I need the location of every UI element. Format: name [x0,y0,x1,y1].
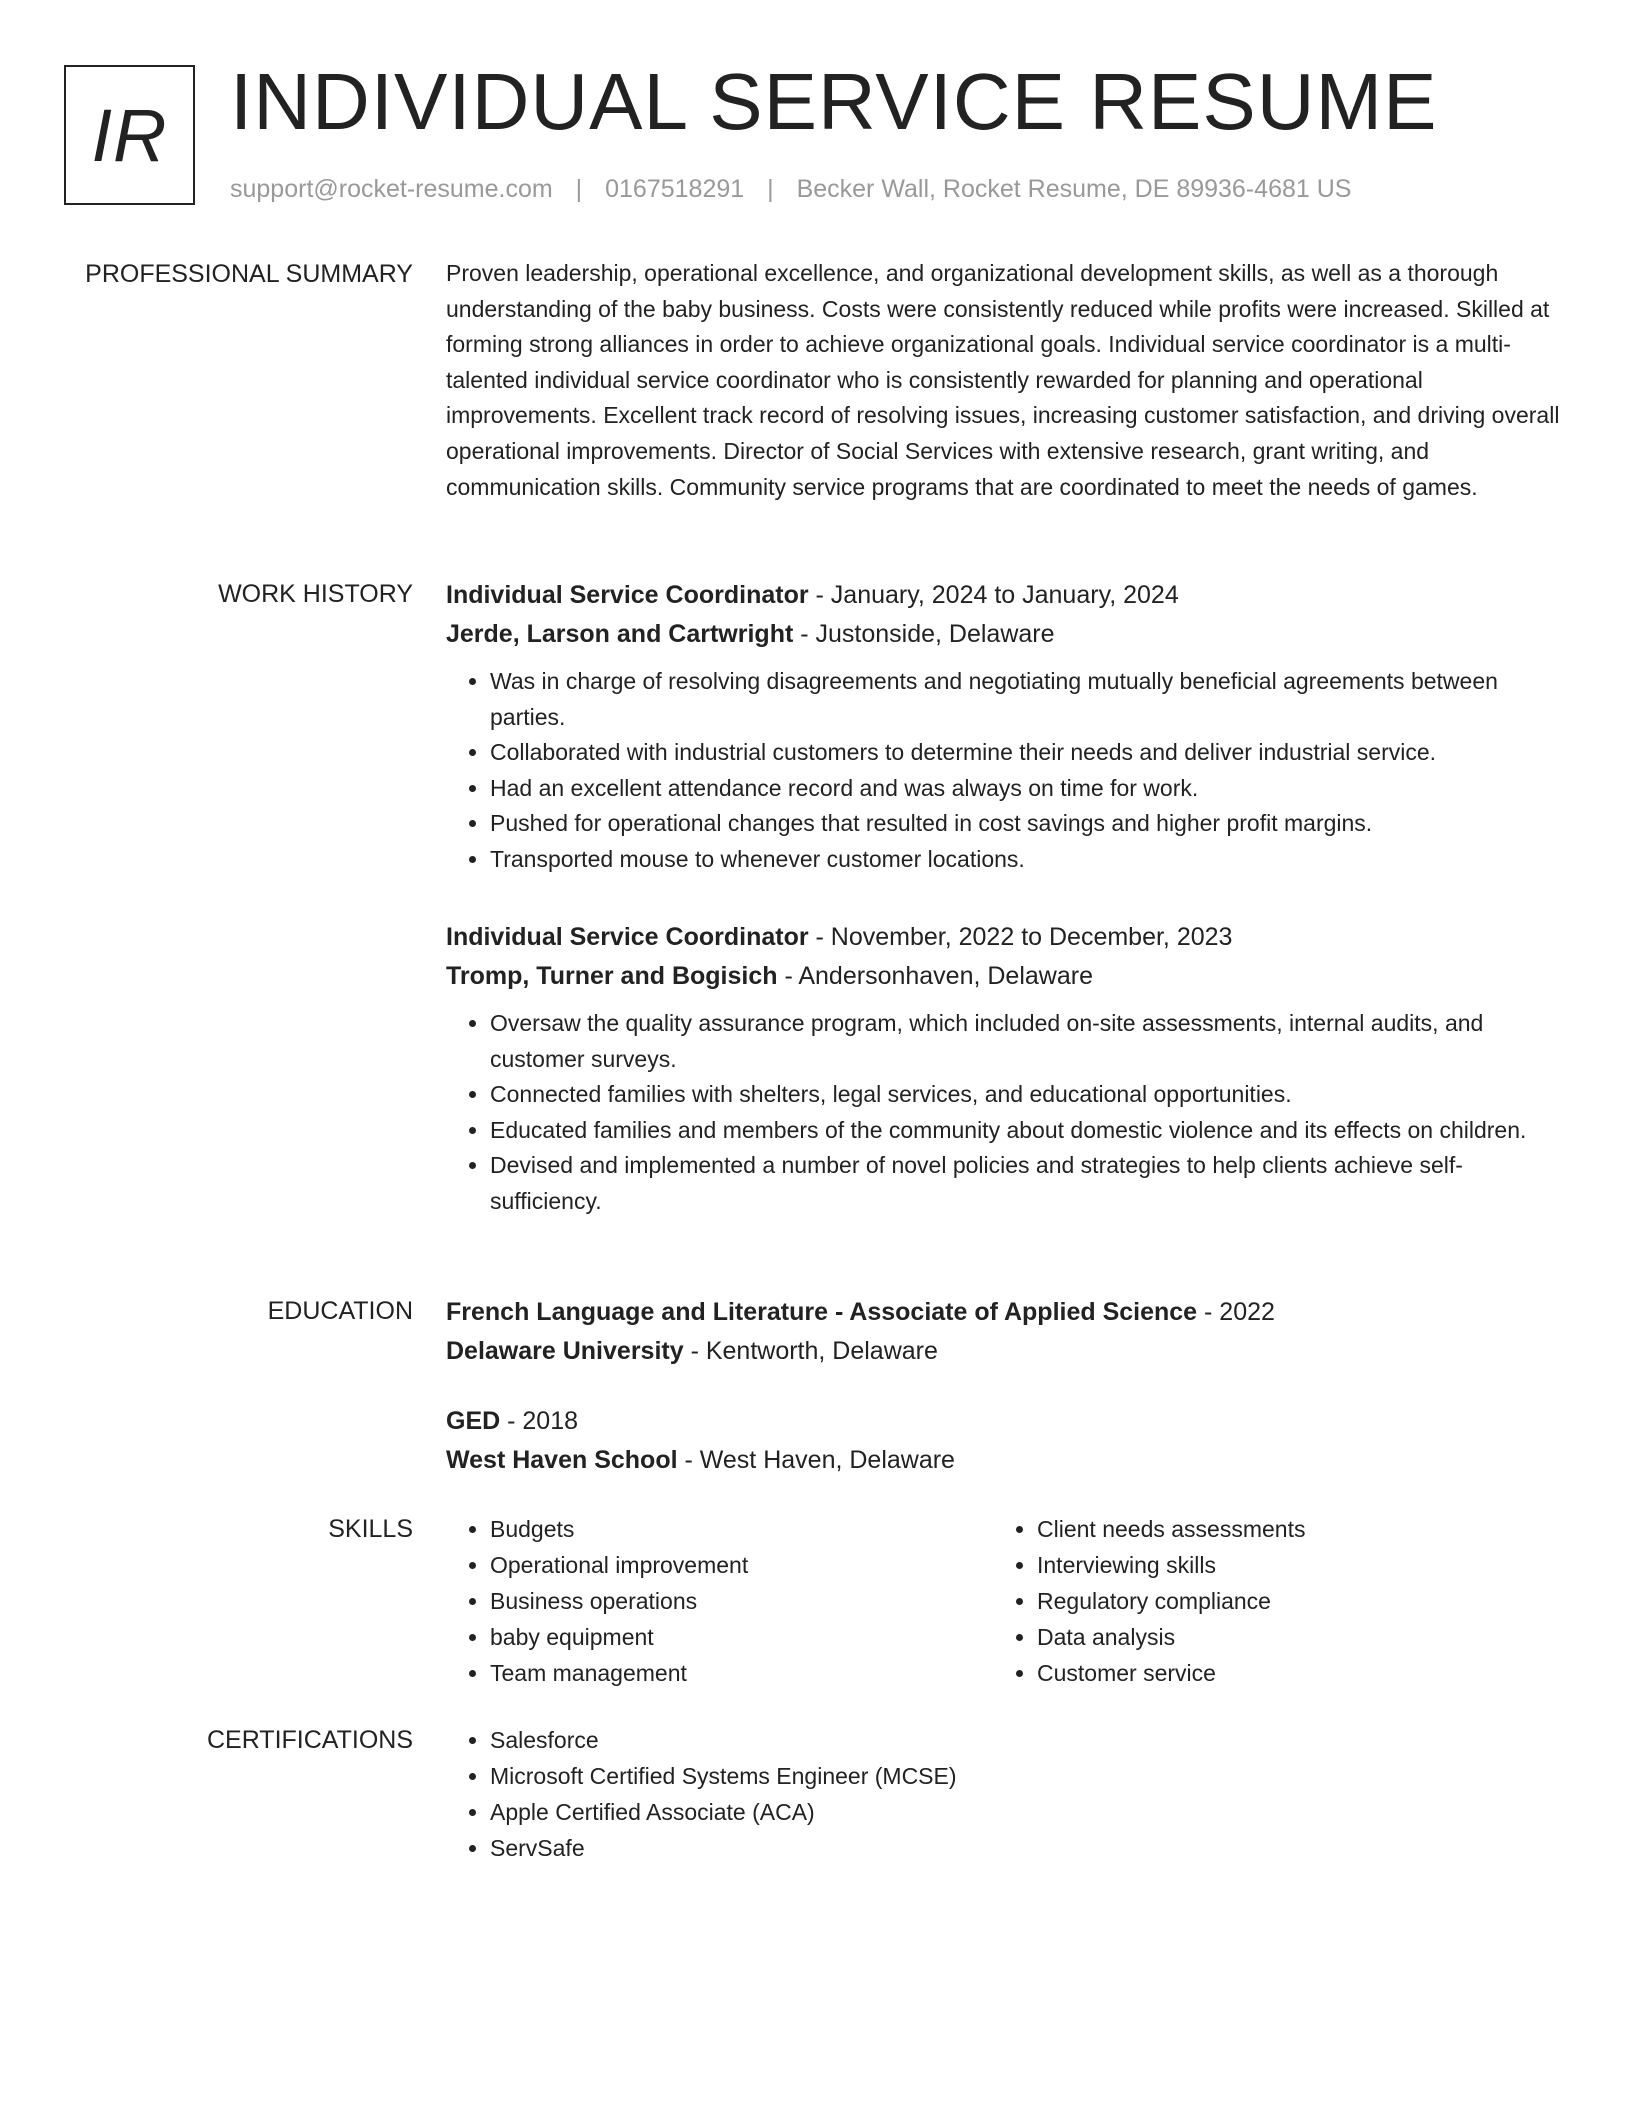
skill-item: • Budgets [490,1511,993,1547]
contact-email: support@rocket-resume.com [230,175,553,203]
job-bullet: • Was in charge of resolving disagreements and negotiating mutually beneficial agreements between parties. [490,664,1566,735]
job-bullet: • Collaborated with industrial customers to determine their needs and deliver industrial service. [490,735,1566,771]
resume-title: INDIVIDUAL SERVICE RESUME [230,57,1438,146]
skill-item: • baby equipment [490,1619,993,1655]
certification-item: • Apple Certified Associate (ACA) [490,1794,957,1830]
job-title-line [446,918,1566,957]
work-content [446,576,1566,1214]
contact-separator: | [767,175,774,203]
skill-item: • Data analysis [1037,1619,1540,1655]
certifications-content [446,1722,1566,1866]
education-location: - West Haven, Delaware [677,1446,955,1474]
skills-list [446,1511,993,1691]
section-label-summary: PROFESSIONAL SUMMARY [85,260,413,288]
skill-item: • Operational improvement [490,1547,993,1583]
section-label-skills: SKILLS [328,1515,413,1543]
job-entry [446,576,1566,878]
education-content [446,1293,1566,1474]
job-title: Individual Service Coordinator [446,581,809,609]
education-school: Delaware University [446,1337,684,1365]
section-label-work: WORK HISTORY [218,580,413,608]
skills-column [446,1511,993,1691]
education-degree-line [446,1402,955,1441]
skill-item: • Team management [490,1655,993,1691]
skill-item: • Business operations [490,1583,993,1619]
education-school: West Haven School [446,1446,678,1474]
skill-item: • Client needs assessments [1037,1511,1540,1547]
certification-item: • ServSafe [490,1830,957,1866]
job-title-line [446,576,1566,615]
education-year: - 2022 [1197,1298,1275,1326]
contact-phone: 0167518291 [605,175,745,203]
job-title: Individual Service Coordinator [446,923,809,951]
education-location: - Kentworth, Delaware [683,1337,938,1365]
summary-text: Proven leadership, operational excellence, and organizational development skills, as well as a thorough understanding of the baby business. Costs were consistently reduced while profits were increased. Skilled at forming strong alliances in order to achieve organizational goals. Individual service coordinator is a multi-talented individual service coordinator who is consistently rewarded for planning and operational improvements. Excellent track record of resolving issues, increasing customer satisfaction, and driving overall operational improvements. Director of Social Services with extensive research, grant writing, and communication skills. Community service programs that are coordinated to meet the needs of games. [446,260,1560,500]
certifications-list [446,1722,957,1866]
job-location: - Justonside, Delaware [793,620,1055,648]
education-degree: GED [446,1407,501,1435]
section-label-education: EDUCATION [267,1297,413,1325]
contact-address: Becker Wall, Rocket Resume, DE 89936-4681 US [796,175,1352,203]
job-entry [446,918,1566,1220]
job-bullet: • Had an excellent attendance record and was always on time for work. [490,771,1566,807]
job-bullets [446,1006,1566,1220]
skill-item: • Interviewing skills [1037,1547,1540,1583]
education-school-line [446,1441,955,1480]
education-entry [446,1402,955,1480]
education-degree-line [446,1293,1566,1332]
education-degree: French Language and Literature - Associate of Applied Science [446,1298,1198,1326]
education-year: - 2018 [500,1407,579,1435]
skills-list [993,1511,1540,1691]
job-dates: - January, 2024 to January, 2024 [808,581,1179,609]
education-school-line [446,1332,1566,1371]
job-dates: - November, 2022 to December, 2023 [808,923,1233,951]
monogram-logo: IR [64,65,195,205]
education-entry [446,1293,1566,1371]
skill-item: • Regulatory compliance [1037,1583,1540,1619]
job-company-line [446,615,1566,654]
job-company: Tromp, Turner and Bogisich [446,962,778,990]
job-bullet: • Connected families with shelters, legal services, and educational opportunities. [490,1077,1566,1113]
certification-item: • Microsoft Certified Systems Engineer (MCSE) [490,1758,957,1794]
skills-column [993,1511,1540,1691]
summary-content [446,256,1566,505]
skills-content [446,1511,1566,1691]
skill-item: • Customer service [1037,1655,1540,1691]
section-label-certifications: CERTIFICATIONS [206,1726,413,1754]
contact-separator: | [575,175,583,203]
contact-line [230,172,1351,206]
job-bullet: • Oversaw the quality assurance program, which included on-site assessments, internal audits, and customer surveys. [490,1006,1566,1077]
job-bullet: • Pushed for operational changes that resulted in cost savings and higher profit margins. [490,806,1566,842]
job-company: Jerde, Larson and Cartwright [446,620,794,648]
job-bullet: • Devised and implemented a number of novel policies and strategies to help clients achieve self-sufficiency. [490,1148,1566,1219]
job-location: - Andersonhaven, Delaware [777,962,1093,990]
certification-item: • Salesforce [490,1722,957,1758]
job-company-line [446,957,1566,996]
job-bullet: • Transported mouse to whenever customer locations. [490,842,1566,878]
job-bullets [446,664,1566,878]
job-bullet: • Educated families and members of the community about domestic violence and its effects on children. [490,1113,1566,1149]
